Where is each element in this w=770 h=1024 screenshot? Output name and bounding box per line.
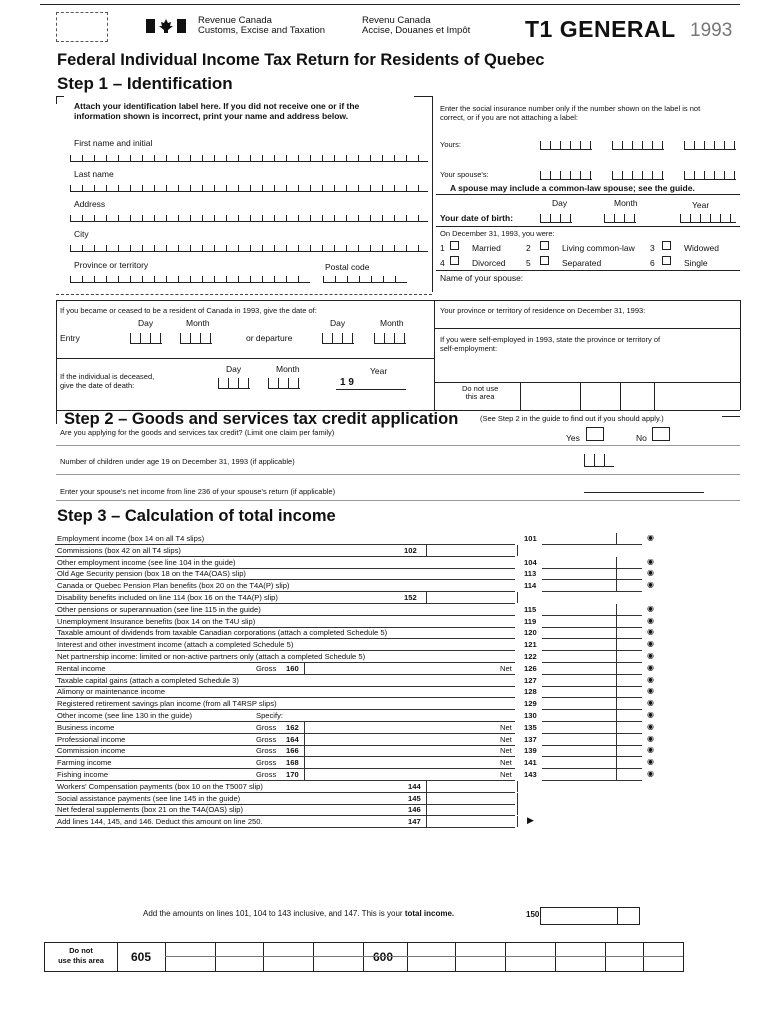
city-label: City [74, 229, 89, 239]
departure-month-label: Month [380, 318, 404, 328]
inner-line-code: 145 [408, 794, 421, 803]
income-row [0, 533, 770, 545]
income-row-label: Other pensions or superannuation (see line 115 in the guide) [57, 605, 261, 614]
yours-label: Yours: [440, 140, 461, 149]
target-bullet-icon: ◉ [647, 533, 654, 542]
sin-spouse-field[interactable] [540, 165, 740, 181]
income-row [0, 769, 770, 781]
departure-day-label: Day [330, 318, 346, 328]
gross-code: 168 [286, 758, 299, 767]
net-label: Net [500, 770, 512, 779]
footer-strip: Do not use this area 605 600 [44, 942, 684, 972]
target-bullet-icon: ◉ [647, 627, 654, 636]
income-row-label: Fishing income [57, 770, 109, 779]
postal-label: Postal code [325, 262, 370, 272]
death-day-label: Day [226, 364, 242, 374]
target-bullet-icon: ◉ [647, 580, 654, 589]
divorced-checkbox[interactable] [450, 256, 459, 265]
income-row-label: Add lines 144, 145, and 146. Deduct this amount on line 250. [57, 817, 263, 826]
amount-field[interactable] [542, 745, 642, 757]
dob-year-label: Year [692, 200, 710, 210]
gross-field[interactable] [304, 734, 405, 745]
separated-num: 5 [526, 258, 531, 268]
target-bullet-icon: ◉ [647, 769, 654, 778]
step3-title: Step 3 – Calculation of total income [57, 507, 336, 525]
income-row-label: Business income [57, 723, 115, 732]
income-row-label: Taxable amount of dividends from taxable Canadian corporations (attach a completed Schedule 5) [57, 628, 388, 637]
gst-no-checkbox[interactable] [652, 427, 670, 441]
separated-checkbox[interactable] [540, 256, 549, 265]
target-bullet-icon: ◉ [647, 568, 654, 577]
single-label: Single [684, 258, 708, 268]
gst-no-label: No [636, 433, 647, 443]
attach-label-instructions: Attach your identification label here. If you did not receive one or if the information shown is incorrect, print your name and address below. [74, 101, 360, 121]
sin-note: Enter the social insurance number only if the number shown on the label is not correct, or if you are not attaching a label: [440, 104, 701, 122]
total-line-number: 150 [526, 910, 540, 919]
target-bullet-icon: ◉ [647, 710, 654, 719]
line-number: 135 [524, 723, 537, 732]
deceased-note: If the individual is deceased, give the date of death: [60, 372, 155, 390]
line-number: 121 [524, 640, 537, 649]
gross-label: Gross [256, 746, 277, 755]
widowed-checkbox[interactable] [662, 241, 671, 250]
gross-code: 170 [286, 770, 299, 779]
address-field[interactable] [70, 215, 428, 222]
entry-label: Entry [60, 333, 80, 343]
spouse-label: Your spouse's: [440, 170, 489, 179]
code-600: 600 [373, 950, 394, 964]
entry-month-field[interactable] [180, 333, 212, 344]
gross-code: 160 [286, 664, 299, 673]
income-row-label: Other employment income (see line 104 in the guide) [57, 558, 236, 567]
resident-note: If you became or ceased to be a resident of Canada in 1993, give the date of: [60, 306, 317, 315]
province-label: Province or territory [74, 260, 149, 270]
last-name-field[interactable] [70, 185, 428, 192]
line-number: 143 [524, 770, 537, 779]
marital-status-heading: On December 31, 1993, you were: [440, 229, 555, 238]
total-income-text: Add the amounts on lines 101, 104 to 143 inclusive, and 147. This is your total income. [143, 909, 455, 918]
inner-line-code: 146 [408, 805, 421, 814]
gross-field[interactable] [304, 722, 405, 733]
death-year-field[interactable] [336, 376, 406, 390]
widowed-label: Widowed [684, 243, 719, 253]
first-name-field[interactable] [70, 155, 428, 162]
net-label: Net [500, 746, 512, 755]
inner-amount-field[interactable] [426, 592, 518, 603]
single-num: 6 [650, 258, 655, 268]
income-row [0, 816, 770, 828]
label-stamp-box [56, 12, 108, 42]
target-bullet-icon: ◉ [647, 651, 654, 660]
children-field[interactable] [584, 454, 614, 467]
amount-field[interactable] [542, 639, 642, 651]
income-row [0, 745, 770, 757]
income-row-label: Net federal supplements (box 21 on the T4A(OAS) slip) [57, 805, 243, 814]
self-employed-note: If you were self-employed in 1993, state the province or territory of self-employment: [440, 335, 661, 353]
gross-label: Gross [256, 664, 277, 673]
income-row-label: Employment income (box 14 on all T4 slips) [57, 534, 205, 543]
province-residence-label: Your province or territory of residence on December 31, 1993: [440, 306, 646, 315]
last-name-label: Last name [74, 169, 114, 179]
amount-field[interactable] [542, 627, 642, 639]
income-row-label: Professional income [57, 735, 126, 744]
inner-amount-field[interactable] [426, 781, 518, 792]
spouse-income-label: Enter your spouse's net income from line 236 of your spouse's return (if applicable) [60, 487, 336, 496]
dob-month-label: Month [614, 198, 638, 208]
agency-fr: Revenu Canada Accise, Douanes et Impôt [362, 15, 471, 36]
code-605: 605 [131, 950, 152, 964]
income-row-label: Other income (see line 130 in the guide) [57, 711, 193, 720]
spouse-income-field[interactable] [584, 492, 704, 494]
target-bullet-icon: ◉ [647, 557, 654, 566]
dob-day-label: Day [552, 198, 568, 208]
death-year-prefix: 1 9 [340, 377, 354, 388]
line-number: 101 [524, 534, 537, 543]
income-row-label: Commissions (box 42 on all T4 slips) [57, 546, 181, 555]
death-day-field[interactable] [218, 378, 250, 389]
gross-code: 164 [286, 735, 299, 744]
gross-label: Gross [256, 758, 277, 767]
inner-amount-field[interactable] [426, 545, 518, 556]
line-number: 141 [524, 758, 537, 767]
income-row [0, 781, 770, 793]
income-row [0, 804, 770, 816]
gross-label: Gross [256, 770, 277, 779]
total-income-field[interactable] [540, 907, 640, 925]
income-row [0, 651, 770, 663]
city-field[interactable] [70, 245, 428, 252]
children-label: Number of children under age 19 on December 31, 1993 (if applicable) [60, 457, 295, 466]
amount-field[interactable] [542, 604, 642, 616]
income-row [0, 545, 770, 557]
spouse-note: A spouse may include a common-law spouse; see the guide. [450, 183, 695, 193]
agency-en: Revenue Canada Customs, Excise and Taxation [198, 15, 326, 36]
gst-yes-checkbox[interactable] [586, 427, 604, 441]
target-bullet-icon: ◉ [647, 722, 654, 731]
net-label: Net [500, 664, 512, 673]
first-name-label: First name and initial [74, 138, 153, 148]
commonlaw-checkbox[interactable] [540, 241, 549, 250]
line-number: 130 [524, 711, 537, 720]
address-label: Address [74, 199, 106, 209]
income-row-label: Registered retirement savings plan income (from all T4RSP slips) [57, 699, 277, 708]
gross-code: 166 [286, 746, 299, 755]
gst-yes-label: Yes [566, 433, 580, 443]
single-checkbox[interactable] [662, 256, 671, 265]
target-bullet-icon: ◉ [647, 745, 654, 754]
amount-field[interactable] [542, 568, 642, 580]
dob-field[interactable] [540, 208, 740, 224]
line-number: 127 [524, 676, 537, 685]
inner-line-code: 102 [404, 546, 417, 555]
net-label: Net [500, 758, 512, 767]
line-number: 120 [524, 628, 537, 637]
inner-line-code: 147 [408, 817, 421, 826]
income-row-label: Rental income [57, 664, 106, 673]
income-row [0, 698, 770, 710]
net-label: Net [500, 735, 512, 744]
amount-field[interactable] [542, 769, 642, 781]
commonlaw-label: Living common-law [562, 243, 635, 253]
sin-yours-field[interactable] [540, 135, 740, 151]
income-row [0, 757, 770, 769]
target-bullet-icon: ◉ [647, 675, 654, 684]
gross-label: Gross [256, 723, 277, 732]
province-field[interactable] [70, 276, 310, 283]
income-row-label: Alimony or maintenance income [57, 687, 166, 696]
target-bullet-icon: ◉ [647, 686, 654, 695]
dob-label: Your date of birth: [440, 213, 514, 223]
death-month-field[interactable] [268, 378, 300, 389]
inner-line-code: 144 [408, 782, 421, 791]
amount-field[interactable] [542, 722, 642, 734]
divorced-num: 4 [440, 258, 445, 268]
line-number: 126 [524, 664, 537, 673]
gst-question: Are you applying for the goods and services tax credit? (Limit one claim per family) [60, 428, 335, 437]
amount-field[interactable] [542, 651, 642, 663]
income-row [0, 592, 770, 604]
form-title: T1 GENERAL [525, 16, 676, 42]
departure-day-field[interactable] [322, 333, 354, 344]
income-row-label: Taxable capital gains (attach a completed Schedule 3) [57, 676, 239, 685]
spouse-name-label: Name of your spouse: [440, 273, 524, 283]
inner-amount-field[interactable] [426, 816, 518, 827]
death-month-label: Month [276, 364, 300, 374]
target-bullet-icon: ◉ [647, 757, 654, 766]
income-row-label: Net partnership income: limited or non-active partners only (attach a completed Schedule 5) [57, 652, 366, 661]
line-number: 104 [524, 558, 537, 567]
amount-field[interactable] [542, 533, 642, 545]
income-row-label: Commission income [57, 746, 126, 755]
amount-field[interactable] [542, 580, 642, 592]
postal-code-field[interactable] [323, 276, 407, 283]
commonlaw-num: 2 [526, 243, 531, 253]
income-row [0, 710, 770, 722]
line-number: 122 [524, 652, 537, 661]
married-num: 1 [440, 243, 445, 253]
inner-line-code: 152 [404, 593, 417, 602]
or-departure-label: or departure [246, 333, 293, 343]
amount-field[interactable] [542, 698, 642, 710]
income-row-label: Workers' Compensation payments (box 10 on the T5007 slip) [57, 782, 263, 791]
gross-label: Gross [256, 735, 277, 744]
gross-code: 162 [286, 723, 299, 732]
line-number: 137 [524, 735, 537, 744]
income-row [0, 627, 770, 639]
divorced-label: Divorced [472, 258, 506, 268]
inner-amount-field[interactable] [426, 793, 518, 804]
canada-flag-icon [146, 18, 190, 34]
form-year: 1993 [690, 20, 733, 41]
married-label: Married [472, 243, 501, 253]
do-not-use-area: Do not use this area [434, 382, 740, 410]
income-row [0, 663, 770, 675]
net-label: Net [500, 723, 512, 732]
step1-title: Step 1 – Identification [57, 74, 233, 93]
married-checkbox[interactable] [450, 241, 459, 250]
line-number: 139 [524, 746, 537, 755]
amount-field[interactable] [542, 710, 642, 722]
separated-label: Separated [562, 258, 602, 268]
gross-field[interactable] [304, 757, 405, 768]
line-number: 115 [524, 605, 537, 614]
income-row [0, 580, 770, 592]
income-row [0, 639, 770, 651]
income-row-label: Social assistance payments (see line 145 in the guide) [57, 794, 241, 803]
income-row-label: Old Age Security pension (box 18 on the T4A(OAS) slip) [57, 569, 246, 578]
line-number: 128 [524, 687, 537, 696]
departure-month-field[interactable] [374, 333, 406, 344]
specify-label: Specify: [256, 711, 284, 720]
line-number: 129 [524, 699, 537, 708]
target-bullet-icon: ◉ [647, 698, 654, 707]
target-bullet-icon: ◉ [647, 604, 654, 613]
gross-field[interactable] [304, 663, 405, 674]
spouse-name-field[interactable] [530, 282, 740, 292]
target-bullet-icon: ◉ [647, 663, 654, 672]
amount-field[interactable] [542, 663, 642, 675]
line-number: 113 [524, 569, 537, 578]
main-title: Federal Individual Income Tax Return for Residents of Quebec [57, 51, 545, 69]
target-bullet-icon: ◉ [647, 639, 654, 648]
amount-field[interactable] [542, 686, 642, 698]
target-bullet-icon: ◉ [647, 616, 654, 625]
income-row [0, 686, 770, 698]
income-row-label: Unemployment Insurance benefits (box 14 on the T4U slip) [57, 617, 256, 626]
death-year-label: Year [370, 366, 388, 376]
entry-day-label: Day [138, 318, 154, 328]
income-row-label: Canada or Quebec Pension Plan benefits (box 20 on the T4A(P) slip) [57, 581, 290, 590]
target-bullet-icon: ◉ [647, 734, 654, 743]
line-number: 119 [524, 617, 537, 626]
income-row [0, 568, 770, 580]
line-number: 114 [524, 581, 537, 590]
income-row-label: Interest and other investment income (attach a completed Schedule 5) [57, 640, 294, 649]
income-row [0, 722, 770, 734]
gross-field[interactable] [304, 769, 405, 780]
widowed-num: 3 [650, 243, 655, 253]
step2-see-guide: (See Step 2 in the guide to find out if you should apply.) [480, 414, 664, 423]
amount-field[interactable] [542, 757, 642, 769]
inner-amount-field[interactable] [426, 804, 518, 815]
arrow-right-icon: ▶ [527, 815, 534, 825]
step2-title: Step 2 – Goods and services tax credit application [64, 410, 459, 428]
entry-day-field[interactable] [130, 333, 162, 344]
income-row-label: Disability benefits included on line 114 (box 16 on the T4A(P) slip) [57, 593, 278, 602]
income-row-label: Farming income [57, 758, 112, 767]
income-row [0, 604, 770, 616]
gross-field[interactable] [304, 745, 405, 756]
entry-month-label: Month [186, 318, 210, 328]
